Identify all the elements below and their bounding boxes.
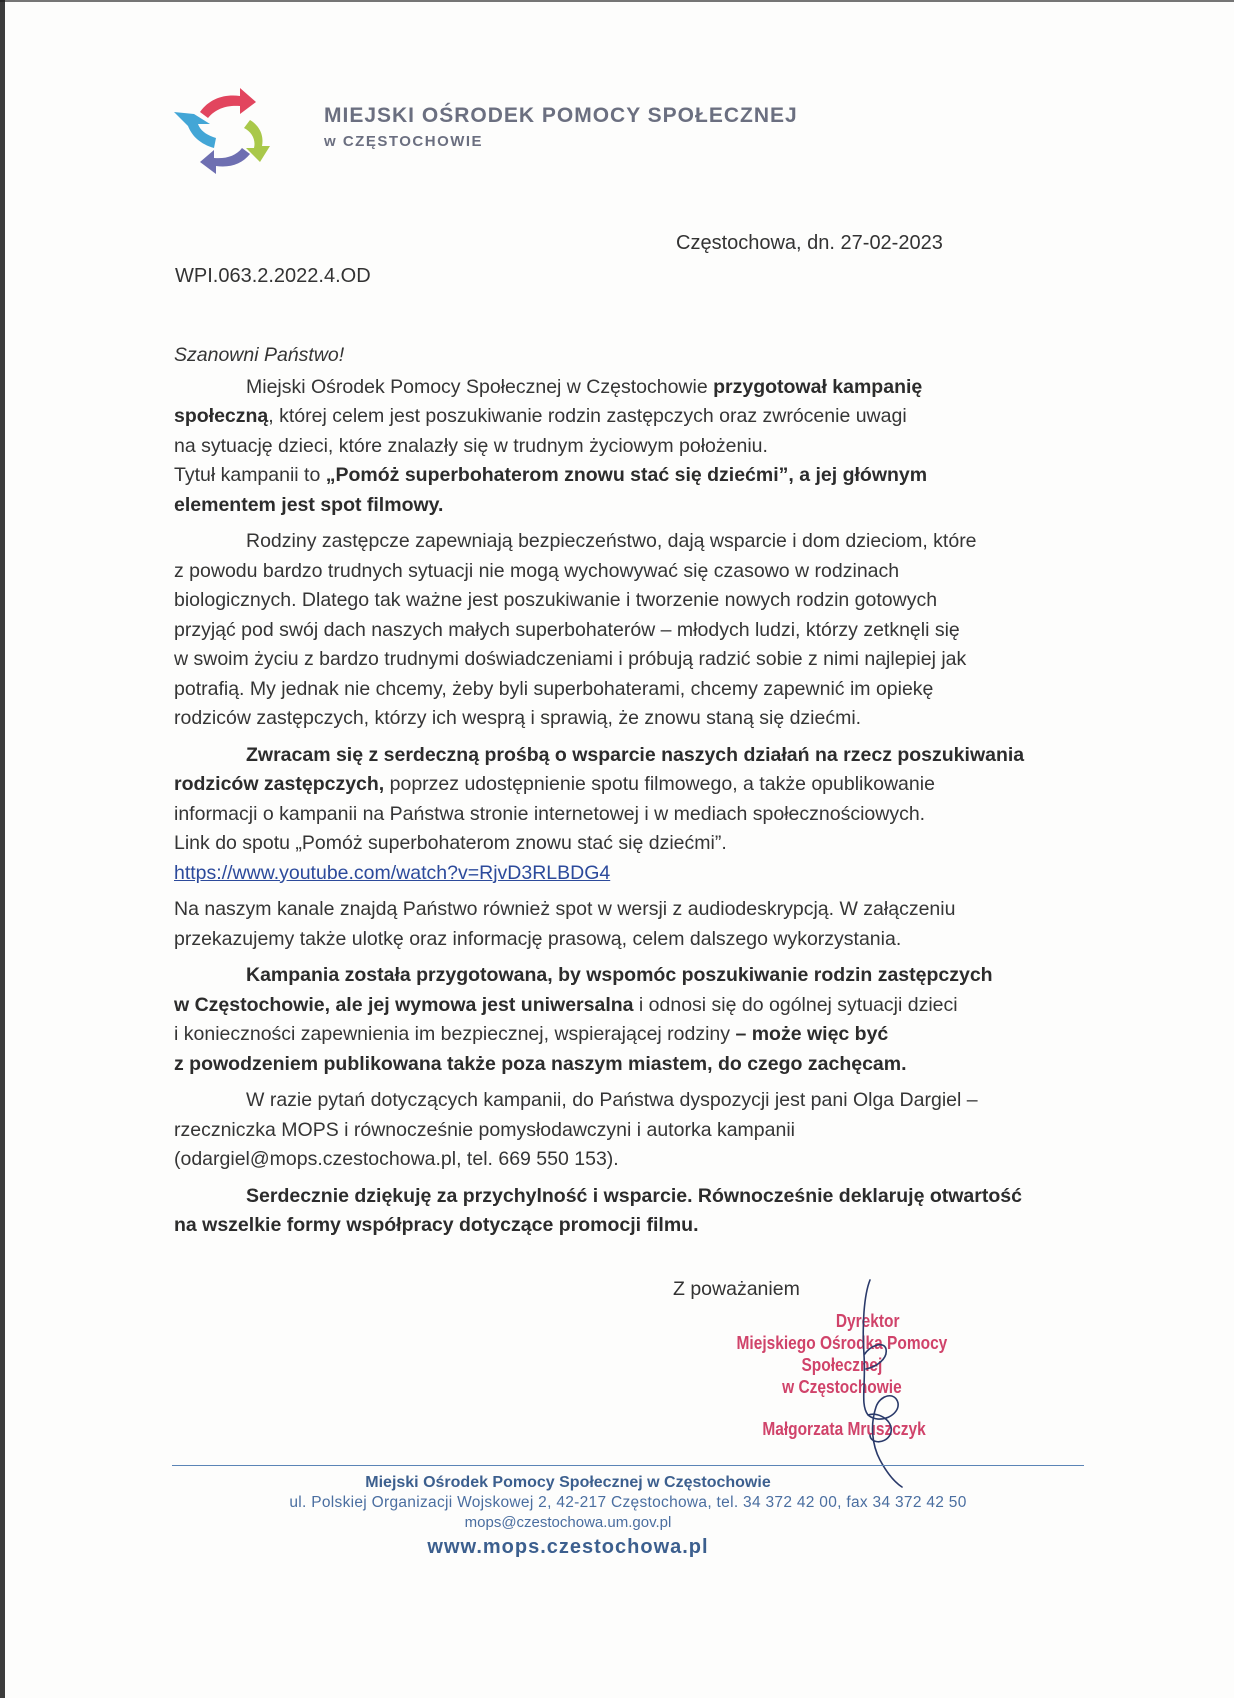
text-line: [174, 770, 1074, 800]
text-line: rzeczniczka MOPS i równocześnie pomysłodawczyni i autorka kampanii: [174, 1118, 795, 1141]
bold-span: społeczną: [174, 405, 269, 427]
text-line: Link do spotu „Pomóż superbohaterom znowu stać się dziećmi”.: [174, 832, 727, 854]
signature-icon: [840, 1275, 930, 1490]
paragraph-6: [174, 1086, 1074, 1175]
text-line: przekazujemy także ulotkę oraz informację prasową, celem dalszego wykorzystania.: [174, 927, 902, 950]
text-line: na sytuację dzieci, które znalazły się w trudnym życiowym położeniu.: [174, 434, 768, 457]
text-line: [174, 859, 1074, 889]
text-line: [174, 1211, 1074, 1241]
org-city: w CZĘSTOCHOWIE: [324, 133, 484, 150]
stamp-line: w Częstochowie: [782, 1377, 902, 1397]
bold-span: na wszelkie formy współpracy dotyczące promocji filmu.: [174, 1214, 699, 1236]
text-line: [174, 402, 1074, 432]
text-span: , której celem jest poszukiwanie rodzin zastępczych oraz zwrócenie uwagi: [268, 405, 907, 427]
bold-span: Kampania została przygotowana, by wspomóc poszukiwanie rodzin zastępczych: [246, 964, 993, 986]
stamp-name: Małgorzata Mruszczyk: [762, 1419, 926, 1439]
text-line: Na naszym kanale znajdą Państwo również spot w wersji z audiodeskrypcją. W załączeniu: [174, 898, 956, 920]
bold-span: – może więc być: [735, 1023, 889, 1045]
text-line: biologicznych. Dlatego tak ważne jest poszukiwanie i tworzenie nowych rodzin gotowych: [174, 589, 938, 611]
text-line: rodziców zastępczych, którzy ich wesprą i sprawią, że znowu staną się dziećmi.: [174, 707, 862, 729]
text-line: [174, 1182, 1074, 1212]
bold-span: Serdecznie dziękuję za przychylność i wsparcie. Równocześnie deklaruję otwartość: [246, 1184, 1022, 1207]
text-span: Tytuł kampanii to: [174, 464, 326, 486]
text-line: w swoim życiu z bardzo trudnymi doświadczeniami i próbują radzić sobie z nimi najlepiej jak: [174, 648, 967, 670]
footer-org: Miejski Ośrodek Pomocy Społecznej w Częstochowie: [365, 1474, 771, 1491]
bold-span: w Częstochowie, ale jej wymowa jest uniwersalna: [174, 993, 634, 1016]
footer-address: ul. Polskiej Organizacji Wojskowej 2, 42-217 Częstochowa, tel. 34 372 42 00, fax 34 372 42 50: [289, 1494, 967, 1511]
paragraph-5: [174, 961, 1074, 1079]
bold-span: Zwracam się z serdeczną prośbą o wsparcie naszych działań na rzecz poszukiwania: [246, 743, 1025, 766]
bold-span: „Pomóż superbohaterom znowu stać się dziećmi”, a jej głównym: [325, 464, 928, 486]
text-line: [174, 373, 1074, 403]
text-line: [174, 961, 1074, 991]
text-line: [174, 741, 1074, 771]
org-name: MIEJSKI OŚRODEK POMOCY SPOŁECZNEJ: [324, 104, 798, 127]
text-line: [174, 1020, 1074, 1050]
paragraph-3: [174, 741, 1074, 889]
text-line: informacji o kampanii na Państwa stronie internetowej i w mediach społecznościowych.: [174, 802, 926, 825]
text-line: [174, 991, 1074, 1021]
text-line: [174, 461, 1074, 491]
closing: Z poważaniem: [673, 1278, 800, 1300]
stamp-title: Dyrektor: [835, 1311, 900, 1331]
bold-span: rodziców zastępczych,: [174, 773, 385, 795]
footer-divider: [172, 1465, 1084, 1466]
text-line: Rodziny zastępcze zapewniają bezpieczeństwo, dają wsparcie i dom dzieciom, które: [246, 530, 977, 552]
paragraph-1: [174, 373, 1074, 521]
text-line: przyjąć pod swój dach naszych małych superbohaterów – młodych ludzi, którzy zetknęli się: [174, 618, 960, 641]
scan-edge-top: [0, 0, 1234, 2]
text-line: z powodu bardzo trudnych sytuacji nie mogą wychowywać się czasowo w rodzinach: [174, 559, 900, 582]
text-line: [174, 1050, 1074, 1080]
mops-logo-icon: [170, 74, 295, 189]
footer-email: mops@czestochowa.um.gov.pl: [464, 1514, 672, 1531]
bold-span: elementem jest spot filmowy.: [174, 493, 444, 516]
text-span: i odnosi się do ogólnej sytuacji dzieci: [633, 993, 958, 1016]
stamp-line: Miejskiego Ośrodka Pomocy Społecznej: [736, 1333, 948, 1375]
footer-website: www.mops.czestochowa.pl: [427, 1536, 709, 1558]
text-line: [174, 491, 1074, 521]
letter-date: Częstochowa, dn. 27-02-2023: [676, 232, 943, 254]
scan-edge-left: [0, 0, 5, 1698]
paragraph-2: [174, 527, 1074, 734]
text-span: poprzez udostępnienie spotu filmowego, a także opublikowanie: [384, 773, 935, 795]
bold-span: z powodzeniem publikowana także poza naszym miastem, do czego zachęcam.: [174, 1052, 907, 1075]
text-span: Miejski Ośrodek Pomocy Społecznej w Częstochowie: [246, 375, 714, 398]
text-line: (odargiel@mops.czestochowa.pl, tel. 669 550 153).: [174, 1148, 619, 1170]
youtube-link[interactable]: https://www.youtube.com/watch?v=RjvD3RLBDG4: [174, 861, 611, 884]
text-line: W razie pytań dotyczących kampanii, do Państwa dyspozycji jest pani Olga Dargiel –: [246, 1089, 978, 1111]
salutation: Szanowni Państwo!: [174, 344, 345, 366]
letter-body: [174, 341, 1074, 1248]
text-line: potrafią. My jednak nie chcemy, żeby byli superbohaterami, chcemy zapewnić im opiekę: [174, 677, 934, 700]
paragraph-7: [174, 1182, 1074, 1241]
reference-number: WPI.063.2.2022.4.OD: [175, 265, 371, 287]
footer: [172, 1473, 1084, 1561]
paragraph-4: [174, 895, 1074, 954]
text-span: i konieczności zapewnienia im bezpiecznej, wspierającej rodziny: [174, 1023, 736, 1045]
bold-span: przygotował kampanię: [713, 375, 923, 398]
